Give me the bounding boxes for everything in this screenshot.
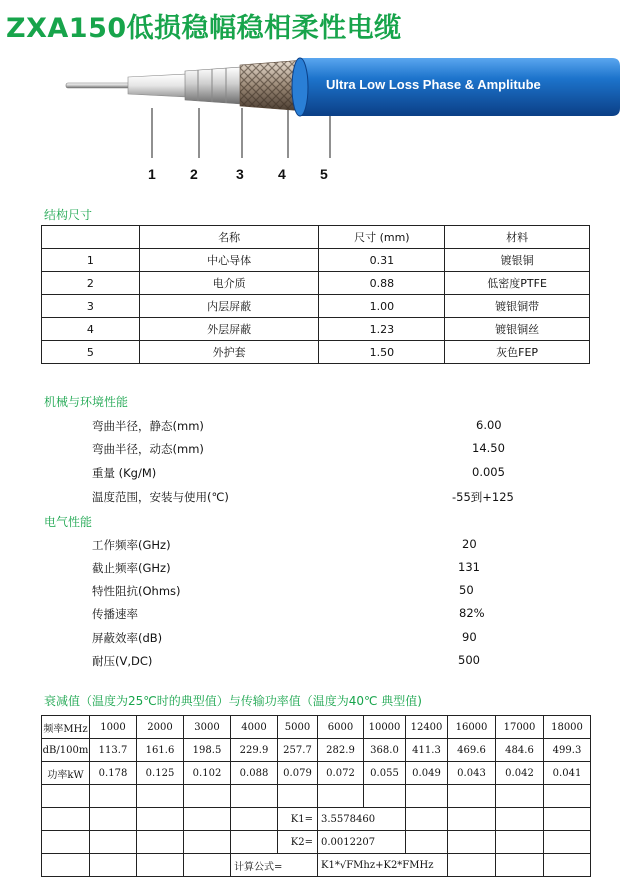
spec-row	[92, 489, 512, 509]
atten-cell: 499.3	[544, 739, 591, 762]
page-title: ZXA150低损稳幅稳相柔性电缆	[6, 13, 402, 44]
spec-value: 20	[462, 537, 477, 551]
power-cell: 0.088	[231, 762, 278, 785]
power-cell: 0.043	[448, 762, 496, 785]
spec-value: 14.50	[472, 441, 505, 455]
spec-label: 屏蔽效率(dB)	[92, 631, 163, 645]
dielectric	[128, 74, 188, 97]
k2-label: K2=	[278, 831, 318, 854]
freq-cell: 4000	[231, 716, 278, 739]
row-name: 电介质	[139, 272, 319, 295]
row-name: 中心导体	[139, 249, 319, 272]
spec-row	[92, 465, 512, 485]
table-row	[42, 249, 590, 272]
callout-3: 3	[236, 166, 244, 182]
row-size: 1.00	[319, 295, 445, 318]
spec-label: 特性阻抗(Ohms)	[92, 584, 181, 598]
header-size: 尺寸 (mm)	[319, 226, 445, 249]
spec-row	[92, 441, 512, 461]
power-cell: 0.125	[137, 762, 184, 785]
k1-row	[42, 808, 591, 831]
cable-illustration	[0, 52, 636, 164]
row-material: 低密度PTFE	[445, 272, 590, 295]
structure-table	[41, 225, 590, 364]
spec-row	[92, 606, 512, 626]
freq-cell: 5000	[278, 716, 318, 739]
spec-value: 90	[462, 630, 477, 644]
spec-value: 500	[458, 653, 480, 667]
spec-value: 6.00	[476, 418, 502, 432]
freq-cell: 6000	[318, 716, 364, 739]
formula-label: 计算公式=	[231, 854, 318, 877]
atten-label: dB/100m	[42, 739, 90, 762]
atten-cell: 229.9	[231, 739, 278, 762]
row-no: 3	[42, 295, 140, 318]
attenuation-section-title: 衰减值（温度为25℃时的典型值）与传输功率值（温度为40℃ 典型值)	[44, 694, 422, 708]
atten-cell: 198.5	[184, 739, 231, 762]
k1-label: K1=	[278, 808, 318, 831]
freq-cell: 16000	[448, 716, 496, 739]
callout-1: 1	[148, 166, 156, 182]
freq-cell: 12400	[406, 716, 448, 739]
power-cell: 0.102	[184, 762, 231, 785]
structure-header-row	[42, 226, 590, 249]
atten-cell: 257.7	[278, 739, 318, 762]
spec-label: 工作频率(GHz)	[92, 538, 171, 552]
spec-value: 50	[459, 583, 474, 597]
power-cell: 0.041	[544, 762, 591, 785]
atten-cell: 368.0	[364, 739, 406, 762]
freq-cell: 17000	[496, 716, 544, 739]
freq-cell: 1000	[90, 716, 137, 739]
power-label: 功率kW	[42, 762, 90, 785]
empty-row	[42, 785, 591, 808]
freq-cell: 18000	[544, 716, 591, 739]
row-size: 0.31	[319, 249, 445, 272]
spec-row	[92, 630, 512, 650]
row-no: 1	[42, 249, 140, 272]
row-material: 镀银铜丝	[445, 318, 590, 341]
power-row	[42, 762, 591, 785]
callout-5: 5	[320, 166, 328, 182]
spec-row	[92, 418, 512, 438]
atten-cell: 411.3	[406, 739, 448, 762]
callout-4: 4	[278, 166, 286, 182]
spec-label: 温度范围，安装与使用(℃)	[92, 490, 229, 504]
k1-value: 3.5578460	[318, 808, 406, 831]
table-row	[42, 341, 590, 364]
table-row	[42, 272, 590, 295]
row-material: 镀银铜带	[445, 295, 590, 318]
spec-value: 0.005	[472, 465, 505, 479]
row-size: 0.88	[319, 272, 445, 295]
row-name: 外层屏蔽	[139, 318, 319, 341]
spec-label: 弯曲半径，动态(mm)	[92, 442, 204, 456]
table-row	[42, 318, 590, 341]
spec-label: 重量 (Kg/M)	[92, 466, 157, 480]
inner-shield	[185, 67, 242, 104]
spec-value: -55到+125	[452, 490, 514, 504]
callout-2: 2	[190, 166, 198, 182]
spec-label: 传播速率	[92, 607, 138, 621]
power-cell: 0.055	[364, 762, 406, 785]
k2-row	[42, 831, 591, 854]
header-name: 名称	[139, 226, 319, 249]
electrical-section-title: 电气性能	[44, 515, 93, 529]
power-cell: 0.049	[406, 762, 448, 785]
row-material: 镀银铜	[445, 249, 590, 272]
header-material: 材料	[445, 226, 590, 249]
row-no: 4	[42, 318, 140, 341]
jacket-text: Ultra Low Loss Phase & Amplitube	[326, 77, 541, 92]
power-cell: 0.072	[318, 762, 364, 785]
formula-value: K1*√FMhz+K2*FMHz	[318, 854, 448, 877]
attenuation-table	[41, 715, 591, 877]
spec-row	[92, 560, 512, 580]
spec-row	[92, 537, 512, 557]
spec-label: 截止频率(GHz)	[92, 561, 171, 575]
row-no: 5	[42, 341, 140, 364]
spec-label: 耐压(V,DC)	[92, 654, 153, 668]
mechanical-section-title: 机械与环境性能	[44, 395, 129, 409]
freq-row	[42, 716, 591, 739]
k2-value: 0.0012207	[318, 831, 406, 854]
row-material: 灰色FEP	[445, 341, 590, 364]
row-name: 外护套	[139, 341, 319, 364]
header-no	[42, 226, 140, 249]
power-cell: 0.178	[90, 762, 137, 785]
center-conductor	[66, 83, 134, 88]
structure-section-title: 结构尺寸	[44, 208, 93, 222]
spec-row	[92, 583, 512, 603]
row-size: 1.50	[319, 341, 445, 364]
row-size: 1.23	[319, 318, 445, 341]
atten-cell: 161.6	[137, 739, 184, 762]
atten-cell: 484.6	[496, 739, 544, 762]
spec-row	[92, 653, 512, 673]
freq-label: 频率MHz	[42, 716, 90, 739]
spec-value: 131	[458, 560, 480, 574]
row-no: 2	[42, 272, 140, 295]
freq-cell: 3000	[184, 716, 231, 739]
freq-cell: 2000	[137, 716, 184, 739]
power-cell: 0.042	[496, 762, 544, 785]
freq-cell: 10000	[364, 716, 406, 739]
atten-cell: 282.9	[318, 739, 364, 762]
table-row	[42, 295, 590, 318]
atten-cell: 469.6	[448, 739, 496, 762]
row-name: 内层屏蔽	[139, 295, 319, 318]
spec-value: 82%	[459, 606, 485, 620]
atten-row	[42, 739, 591, 762]
atten-cell: 113.7	[90, 739, 137, 762]
power-cell: 0.079	[278, 762, 318, 785]
formula-row	[42, 854, 591, 877]
spec-label: 弯曲半径，静态(mm)	[92, 419, 204, 433]
